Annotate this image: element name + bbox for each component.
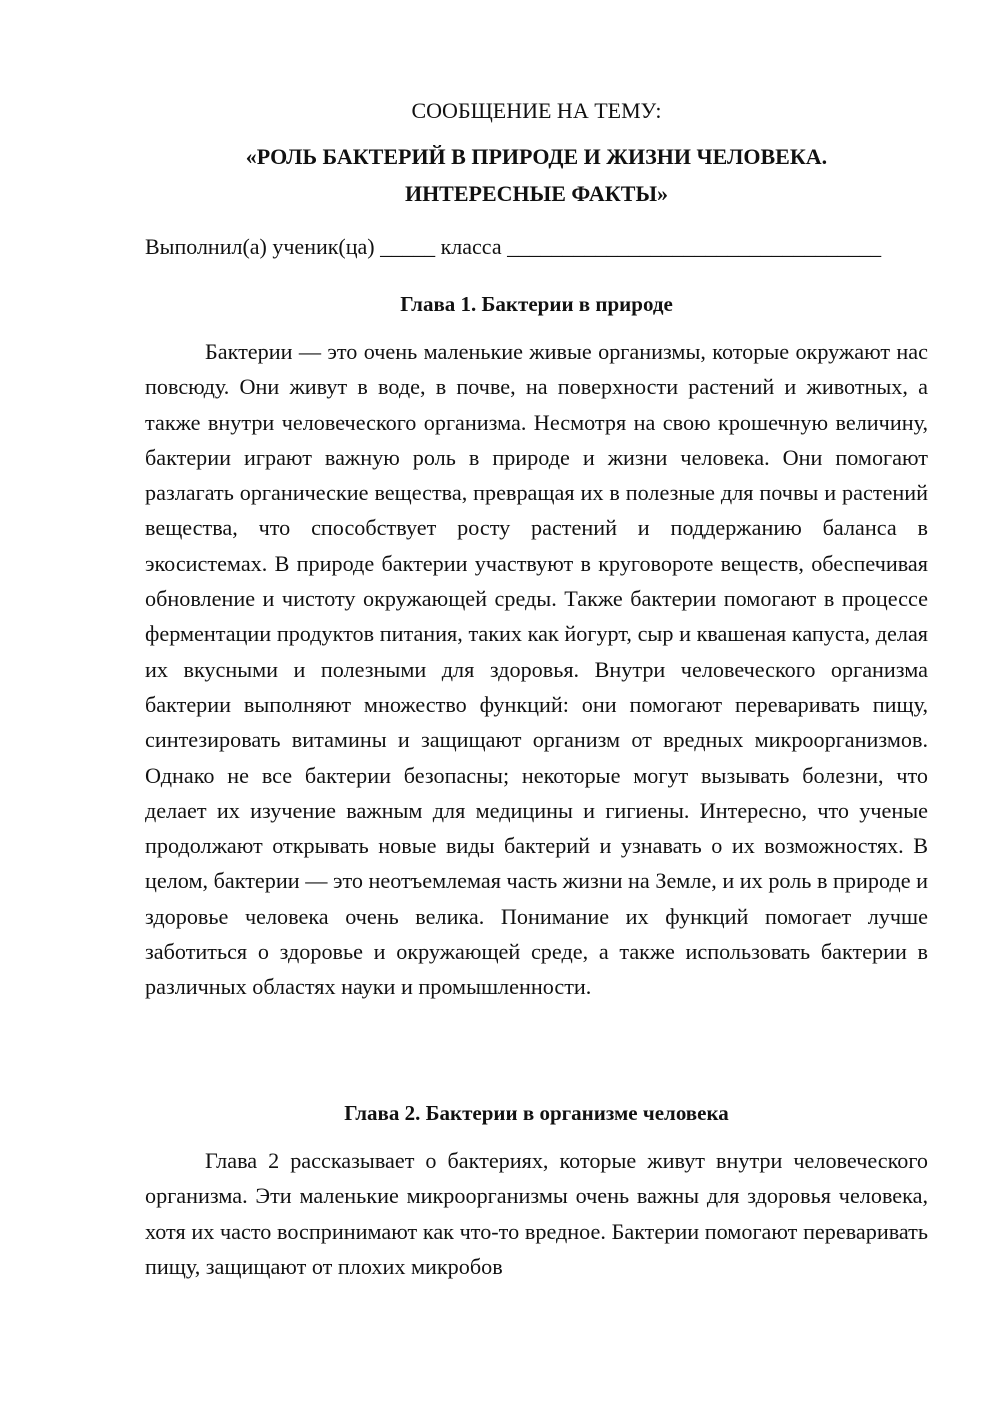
author-line: Выполнил(а) ученик(ца) _____ класса __________________________________ bbox=[145, 234, 882, 259]
chapter-2-paragraph: Глава 2 рассказывает о бактериях, которые живут внутри человеческого организма. Эти маленькие микроорганизмы очень важны для здоровья человека, хотя их часто воспринимают как что-то вредное. Бактерии помогают переваривать пищу, защищают от плохих микробов bbox=[145, 1148, 928, 1279]
chapter-2-heading: Глава 2. Бактерии в организме человека bbox=[344, 1101, 729, 1125]
document-title-line-2: ИНТЕРЕСНЫЕ ФАКТЫ» bbox=[404, 181, 669, 206]
document-title-line-1: «РОЛЬ БАКТЕРИЙ В ПРИРОДЕ И ЖИЗНИ ЧЕЛОВЕКА. bbox=[245, 144, 828, 169]
chapter-1-heading: Глава 1. Бактерии в природе bbox=[400, 292, 673, 316]
chapter-1-paragraph: Бактерии — это очень маленькие живые организмы, которые окружают нас повсюду. Они живут в воде, в почве, на поверхности растений и животных, а также внутри человеческого организма. Несмотря на свою крошечную величину, бактерии играют важную роль в природе и жизни человека. Они помогают разлагать органические вещества, превращая их в полезные для почвы и растений вещества, что способствует росту растений и поддержанию баланса в экосистемах. В природе бактерии участвуют в круговороте веществ, обеспечивая обновление и чистоту окружающей среды. Также бактерии помогают в процессе ферментации продуктов питания, таких как йогурт, сыр и квашеная капуста, делая их вкусными и полезными для здоровья. Внутри человеческого организма бактерии выполняют множество функций: они помогают переваривать пищу, синтезировать витамины и защищают организм от вредных микроорганизмов. Однако не все бактерии безопасны; некоторые могут вызывать болезни, что делает их изучение важным для медицины и гигиены. Интересно, что ученые продолжают открывать новые виды бактерий и узнавать о их возможностях. В целом, бактерии — это неотъемлемая часть жизни на Земле, и их роль в природе и здоровье человека очень велика. Понимание их функций помогает лучше заботиться о здоровье и окружающей среде, а также использовать бактерии в различных областях науки и промышленности. bbox=[145, 339, 928, 1000]
document-kicker: СООБЩЕНИЕ НА ТЕМУ: bbox=[411, 98, 662, 123]
